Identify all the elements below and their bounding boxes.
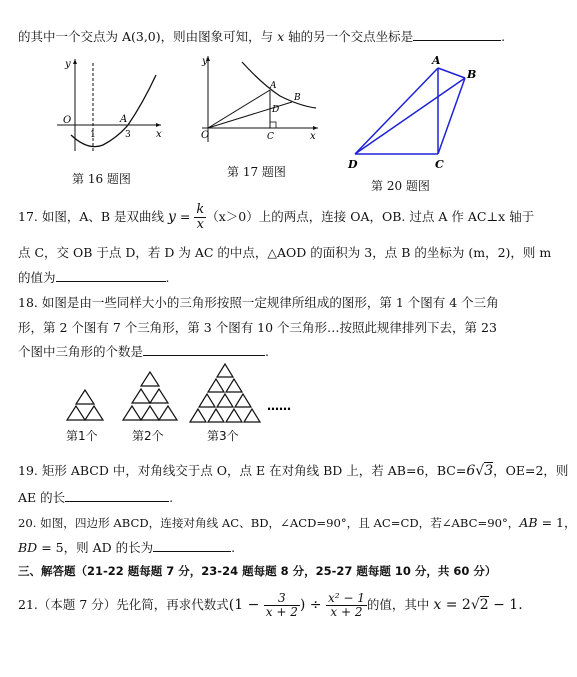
- q17-eq: =: [175, 209, 195, 224]
- q19-answer-blank[interactable]: [65, 489, 169, 502]
- q18-answer-blank[interactable]: [143, 343, 265, 356]
- q20-line2: BD = 5，则 AD 的长为 .: [18, 540, 236, 555]
- q21-x: x: [433, 597, 442, 613]
- q18-fig-label-2: 第2个: [132, 429, 164, 443]
- q17-line1: [18, 202, 534, 232]
- q16-text-b: 轴的另一个交点坐标是: [284, 29, 414, 44]
- q21-sqrt-symbol: √: [470, 597, 480, 613]
- fig17-label-y: y: [202, 56, 208, 67]
- q16-text-a: 的其中一个交点为 A(3,0)，则由图象可知，与: [18, 29, 278, 44]
- fig16-label-3: 3: [125, 130, 131, 140]
- q21-val-b: − 1.: [488, 597, 523, 613]
- section3-title: 三、解答题（21-22 题每题 7 分，23-24 题每题 8 分，25-27 题每题 10 分，共 60 分）: [18, 564, 497, 578]
- q17-answer-blank[interactable]: [56, 269, 166, 282]
- fig16-label-1: 1: [90, 130, 96, 140]
- q20-answer-blank[interactable]: [153, 539, 231, 552]
- fig20-label-b: B: [467, 68, 477, 81]
- q18-line3-text: 个图中三角形的个数是: [18, 344, 144, 359]
- fig17-label-c: C: [267, 132, 274, 142]
- q20-line1: [18, 513, 577, 531]
- q21-val-a: = 2: [441, 597, 471, 613]
- q21-val-radicand: 2: [479, 597, 489, 613]
- q17-line3: 的值为 .: [18, 270, 170, 285]
- q19-sqrt-symbol: √: [475, 463, 485, 479]
- q20-bd-val: = 5: [37, 540, 64, 555]
- fig17-label-d: D: [272, 105, 280, 115]
- fig16-caption: 第 16 题图: [72, 172, 131, 186]
- q18-line2: 形，第 2 个图有 7 个三角形，第 3 个图有 10 个三角形…按照此规律排列下去，第 23: [18, 320, 497, 335]
- q17-frac-num: k: [196, 202, 205, 218]
- q17-line3-text: 的值为: [18, 270, 56, 285]
- q21-prefix: 21.（本题 7 分）先化简，再求代数式: [18, 597, 229, 612]
- q20-ab-val: = 1: [537, 515, 564, 530]
- q20-ab: AB: [519, 515, 538, 530]
- q19-line1: [18, 461, 568, 479]
- q16-answer-blank[interactable]: [413, 28, 501, 41]
- q21-mid: ) ÷: [299, 597, 326, 613]
- q19-text-a: 19. 矩形 ABCD 中，对角线交于点 O，点 E 在对角线 BD 上，若 AB=6，BC=: [18, 463, 467, 478]
- fig20-label-c: C: [435, 158, 444, 171]
- q18-fig-label-1: 第1个: [66, 429, 98, 443]
- q17-line2: 点 C，交 OB 于点 D，若 D 为 AC 的中点，△AOD 的面积为 3，点 B 的坐标为 (m，2)，则 m: [18, 245, 552, 260]
- fig17-label-b: B: [294, 93, 301, 103]
- fig16-label-o: O: [63, 115, 72, 126]
- q21-frac1: [264, 592, 300, 618]
- q20-line2-text: ，则 AD 的长为: [63, 540, 154, 555]
- fig20-diagram: [345, 54, 495, 174]
- fig20-caption: 第 20 题图: [371, 179, 430, 193]
- q20-comma: ，: [564, 515, 577, 530]
- q21-frac1-den: x + 2: [265, 605, 298, 619]
- q16-continuation: 的其中一个交点为 A(3,0)，则由图象可知，与 x 轴的另一个交点坐标是 .: [18, 29, 506, 44]
- q19-line2: AE 的长 .: [18, 490, 174, 505]
- q21-frac1-num: 3: [264, 592, 300, 606]
- fig20-label-d: D: [348, 158, 358, 171]
- fig17-label-a: A: [270, 81, 277, 91]
- fig17-label-x: x: [310, 131, 316, 142]
- q19-bc-radicand: 3: [484, 463, 494, 479]
- q19-text-b: ，OE=2，则: [493, 463, 569, 478]
- q17-fraction: [194, 203, 206, 231]
- fig16-label-x: x: [156, 129, 162, 140]
- q17-prefix: 17. 如图，A、B 是双曲线: [18, 209, 169, 224]
- q20-bd: BD: [18, 540, 38, 555]
- q21-line: [18, 588, 523, 622]
- q21-frac2-num: x² − 1: [327, 591, 365, 606]
- q19-line2-text: AE 的长: [18, 490, 66, 505]
- fig16-label-y: y: [65, 59, 71, 70]
- q18-ellipsis: ……: [267, 399, 291, 413]
- q17-frac-den: x: [196, 217, 204, 232]
- q21-open: (1 −: [228, 597, 264, 613]
- fig20-label-a: A: [432, 54, 441, 67]
- q21-frac2: [326, 592, 367, 618]
- fig17-graph: [200, 54, 320, 144]
- q19-bc-coef: 6: [466, 463, 476, 479]
- fig17-caption: 第 17 题图: [227, 165, 286, 179]
- q21-suffix: 的值，其中: [366, 597, 434, 612]
- q18-line3: 个图中三角形的个数是 .: [18, 344, 269, 359]
- q18-line1: 18. 如图是由一些同样大小的三角形按照一定规律所组成的图形，第 1 个图有 4 个三角: [18, 295, 499, 310]
- q18-fig-label-3: 第3个: [207, 429, 239, 443]
- q21-frac2-den: x + 2: [330, 605, 363, 619]
- fig16-label-a: A: [120, 114, 128, 125]
- fig17-label-o: O: [201, 130, 210, 141]
- q16-var-x: x: [277, 29, 285, 44]
- q17-cond: （x＞0）上的两点，连接 OA，OB. 过点 A 作 AC⊥x 轴于: [206, 209, 535, 224]
- q20-text-a: 20. 如图，四边形 ABCD，连接对角线 AC、BD，∠ACD=90°，且 AC=CD，若∠ABC=90°，: [18, 516, 520, 530]
- q17-func-y: y: [168, 209, 176, 225]
- fig16-graph: [53, 55, 165, 155]
